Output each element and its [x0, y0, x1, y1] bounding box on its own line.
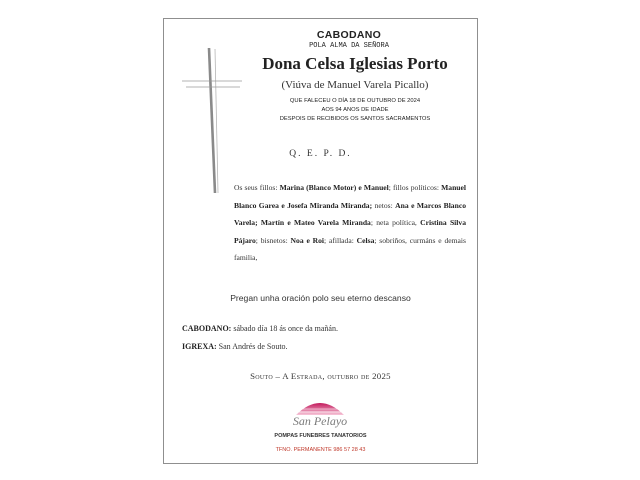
family-names: Marina (Blanco Motor) e Manuel [279, 183, 389, 192]
service-cabodano [182, 324, 338, 333]
family-names: Manuel Blanco Garea e Josefa Miranda Miranda; [234, 183, 467, 210]
funeral-home-logo [284, 393, 356, 429]
age-line: AOS 94 ANOS DE IDADE [321, 107, 389, 113]
qepd-text: Q. E. P. D. [289, 149, 352, 159]
family-text: Os seus fillos: [234, 183, 280, 192]
funeral-home-phone: TFNO. PERMANENTE 986 57 28 43 [275, 447, 366, 453]
family-text: ; neta política, [370, 218, 421, 227]
family-names: Noa e Roi [290, 235, 325, 245]
widow-line: (Viúva de Manuel Varela Picallo) [281, 79, 429, 91]
family-names: Ana e Marcos Blanco Varela; Martín e Mateo Varela Miranda [234, 200, 466, 227]
obituary-page [163, 18, 478, 464]
family-names: Cristina Silva Pájaro [234, 218, 466, 245]
funeral-home-name: POMPAS FUNEBRES TANATORIOS [274, 433, 367, 439]
prayer-line: Pregan unha oración polo seu eterno descanso [230, 293, 411, 303]
place-date: Souto – A Estrada, outubro de 2025 [250, 371, 391, 381]
family-text: ; afillada: [324, 235, 357, 245]
family-text: ; bisnetos: [255, 235, 291, 245]
for-soul-line: POLA ALMA DA SEÑORA [309, 42, 389, 50]
service-igrexa [182, 342, 288, 351]
family-text: ; sobriños, curmáns e demais familia, [234, 235, 466, 262]
svg-text:San Pelayo: San Pelayo [292, 414, 348, 428]
deceased-name: Dona Celsa Iglesias Porto [262, 54, 448, 73]
service-label: IGREXA: [182, 342, 217, 351]
family-names: Celsa [356, 235, 375, 245]
service-label: CABODANO: [182, 324, 232, 333]
family-paragraph [234, 179, 466, 267]
death-date-line: QUE FALECEU O DÍA 18 DE OUTUBRO DE 2024 [289, 98, 421, 104]
family-text: netos: [372, 200, 396, 210]
sacraments-line: DESPOIS DE RECIBIDOS OS SANTOS SACRAMENTOS [279, 116, 431, 122]
service-detail: San Andrés de Souto. [216, 342, 288, 351]
village-heading: CABODANO [316, 29, 382, 41]
service-detail: sábado día 18 ás once da mañán. [231, 324, 338, 333]
family-text: ; fillos políticos: [388, 183, 442, 192]
